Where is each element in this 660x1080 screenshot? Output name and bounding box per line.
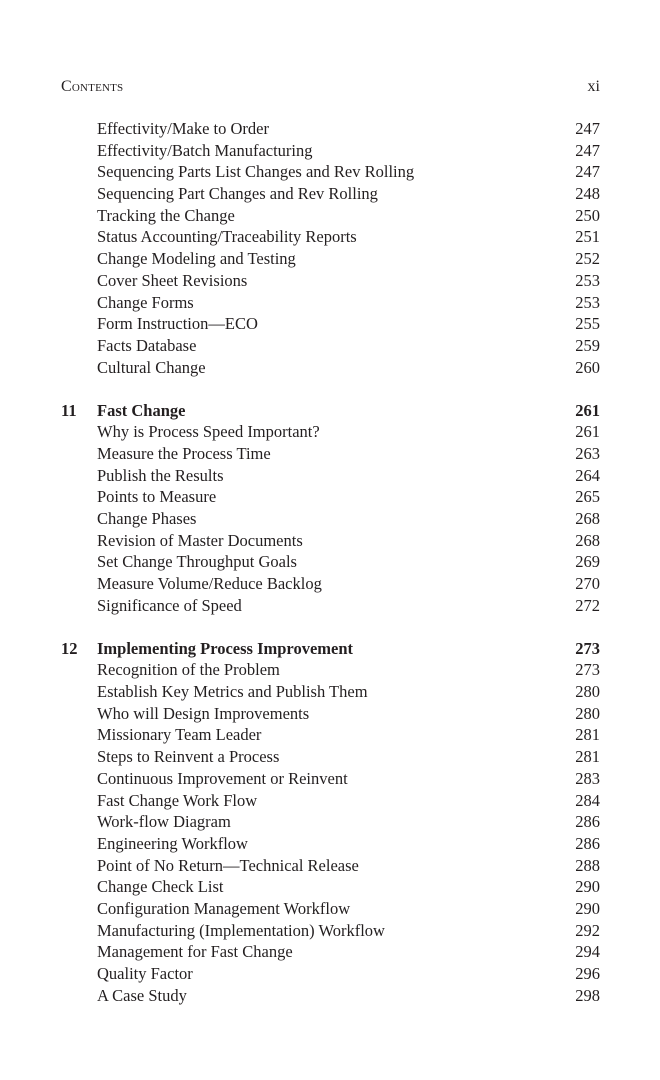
- toc-entry-page: 286: [575, 833, 600, 853]
- toc-entry-title: Change Phases: [97, 508, 197, 528]
- toc-entry: [61, 443, 600, 465]
- toc-entry-page: 250: [575, 205, 600, 225]
- toc-entry: [61, 161, 600, 183]
- running-head: [61, 78, 600, 98]
- toc-entry-page: 259: [575, 335, 600, 355]
- toc-entry-title: Continuous Improvement or Reinvent: [97, 768, 348, 788]
- toc-entry: [61, 140, 600, 162]
- toc-entry-page: 272: [575, 595, 600, 615]
- toc-entry: [61, 920, 600, 942]
- toc-entry-title: Work-flow Diagram: [97, 812, 231, 832]
- toc-entry-page: 268: [575, 508, 600, 528]
- toc-entry-page: 248: [575, 184, 600, 204]
- toc-entry: [61, 768, 600, 790]
- toc-entry: [61, 876, 600, 898]
- toc-entry-page: 264: [575, 465, 600, 485]
- toc-entry-page: 247: [575, 140, 600, 160]
- toc-entry-title: Revision of Master Documents: [97, 530, 303, 550]
- toc-entry: [61, 508, 600, 530]
- toc-entry-title: Measure the Process Time: [97, 443, 271, 463]
- toc-entry: [61, 898, 600, 920]
- toc-entry-page: 298: [575, 985, 600, 1005]
- toc-entry: [61, 746, 600, 768]
- chapter-number: 12: [61, 638, 78, 658]
- toc-entry: [61, 530, 600, 552]
- toc-entry: [61, 486, 600, 508]
- toc-entry: [61, 659, 600, 681]
- running-head-page-number: xi: [587, 78, 600, 95]
- toc-entry-title: Engineering Workflow: [97, 833, 248, 853]
- toc-entry-title: Effectivity/Make to Order: [97, 119, 269, 138]
- toc-entry-page: 281: [575, 725, 600, 745]
- toc-entry-title: Points to Measure: [97, 487, 217, 507]
- toc-entry-page: 280: [575, 682, 600, 702]
- toc-entry: [61, 465, 600, 487]
- toc-entry-page: 283: [575, 768, 600, 788]
- toc-entry: [61, 703, 600, 725]
- chapter-number: 11: [61, 400, 77, 420]
- toc-entry: [61, 724, 600, 746]
- toc-entry-page: 265: [575, 487, 600, 507]
- toc-entry-page: 281: [575, 747, 600, 767]
- toc-entry-page: 252: [575, 249, 600, 269]
- toc-entry-title: Significance of Speed: [97, 595, 242, 615]
- toc-entry-page: 290: [575, 898, 600, 918]
- toc-entry-title: Measure Volume/Reduce Backlog: [97, 574, 322, 594]
- toc-entry: [61, 292, 600, 314]
- toc-entry: [61, 183, 600, 205]
- toc-entry-page: 255: [575, 314, 600, 334]
- toc-entry-title: Sequencing Part Changes and Rev Rolling: [97, 184, 378, 204]
- toc-entry-title: Management for Fast Change: [97, 942, 293, 962]
- toc-entry-page: 270: [575, 574, 600, 594]
- toc-entry-title: Facts Database: [97, 335, 197, 355]
- toc-entry-title: A Case Study: [97, 985, 187, 1005]
- toc-entry-page: 290: [575, 877, 600, 897]
- toc-entry-title: Tracking the Change: [97, 205, 235, 225]
- toc-entry: [61, 790, 600, 812]
- toc-entry-page: 253: [575, 270, 600, 290]
- toc-entry: [61, 833, 600, 855]
- toc-entry-page: 261: [575, 422, 600, 442]
- toc-entry-title: Form Instruction—ECO: [97, 314, 258, 334]
- running-head-section: Contents: [61, 78, 124, 95]
- toc-entry: [61, 226, 600, 248]
- toc-entry: [61, 335, 600, 357]
- toc-entry-title: Change Modeling and Testing: [97, 249, 296, 269]
- toc-entry-page: 284: [575, 790, 600, 810]
- toc-entry-title: Steps to Reinvent a Process: [97, 747, 280, 767]
- toc-entry: [61, 855, 600, 877]
- toc-entry: [61, 941, 600, 963]
- toc-entry: [61, 811, 600, 833]
- toc-entry-page: 288: [575, 855, 600, 875]
- toc-entry: [61, 985, 600, 1007]
- toc-entry-title: Change Check List: [97, 877, 224, 897]
- toc-entry-title: Why is Process Speed Important?: [97, 422, 320, 442]
- toc-entry: [61, 963, 600, 985]
- toc-entry-title: Configuration Management Workflow: [97, 898, 351, 918]
- toc-entry: [61, 681, 600, 703]
- toc-entry-title: Quality Factor: [97, 964, 193, 984]
- toc-entry-page: 247: [575, 119, 600, 138]
- toc-entry-page: 268: [575, 530, 600, 550]
- toc-entry: [61, 573, 600, 595]
- toc-entry-title: Set Change Throughput Goals: [97, 552, 297, 572]
- chapter-heading: [61, 400, 600, 422]
- toc-entry-title: Recognition of the Problem: [97, 660, 280, 680]
- toc-entry-page: 273: [575, 660, 600, 680]
- chapter-title: Implementing Process Improvement: [97, 638, 354, 658]
- toc-entry-page: 253: [575, 292, 600, 312]
- toc-entry-title: Status Accounting/Traceability Reports: [97, 227, 357, 247]
- chapter-heading: [61, 638, 600, 660]
- toc-entry: [61, 313, 600, 335]
- toc-entry-title: Point of No Return—Technical Release: [97, 855, 359, 875]
- toc-entry-title: Who will Design Improvements: [97, 703, 310, 723]
- toc-entry: [61, 421, 600, 443]
- toc-entry-page: 251: [575, 227, 600, 247]
- toc-entry: [61, 551, 600, 573]
- toc-entry-title: Change Forms: [97, 292, 194, 312]
- chapter-page: 261: [575, 400, 600, 420]
- toc-entry-title: Effectivity/Batch Manufacturing: [97, 140, 313, 160]
- toc-entry-page: 292: [575, 920, 600, 940]
- toc-entry: [61, 357, 600, 379]
- toc-entry-title: Sequencing Parts List Changes and Rev Rolling: [97, 162, 415, 182]
- toc-entry-page: 269: [575, 552, 600, 572]
- toc-entry-page: 280: [575, 703, 600, 723]
- chapter-title: Fast Change: [97, 400, 186, 420]
- toc-entry-page: 247: [575, 162, 600, 182]
- toc-entry-page: 260: [575, 357, 600, 377]
- chapter-spacer: [61, 378, 600, 399]
- chapter-spacer: [61, 616, 600, 637]
- toc-entry-title: Missionary Team Leader: [97, 725, 262, 745]
- toc-entry-page: 286: [575, 812, 600, 832]
- toc-entry: [61, 248, 600, 270]
- toc-entry: [61, 270, 600, 292]
- toc-entry-page: 296: [575, 964, 600, 984]
- chapter-page: 273: [575, 638, 600, 658]
- toc-entry-page: 294: [575, 942, 600, 962]
- toc-entry-title: Manufacturing (Implementation) Workflow: [97, 920, 385, 940]
- toc-entry: [61, 118, 600, 140]
- table-of-contents: [61, 118, 600, 1006]
- toc-entry-title: Publish the Results: [97, 465, 224, 485]
- toc-entry-title: Cover Sheet Revisions: [97, 270, 248, 290]
- toc-entry-title: Fast Change Work Flow: [97, 790, 258, 810]
- toc-entry-page: 263: [575, 443, 600, 463]
- toc-entry: [61, 595, 600, 617]
- toc-entry: [61, 205, 600, 227]
- toc-entry-title: Cultural Change: [97, 357, 206, 377]
- toc-entry-title: Establish Key Metrics and Publish Them: [97, 682, 368, 702]
